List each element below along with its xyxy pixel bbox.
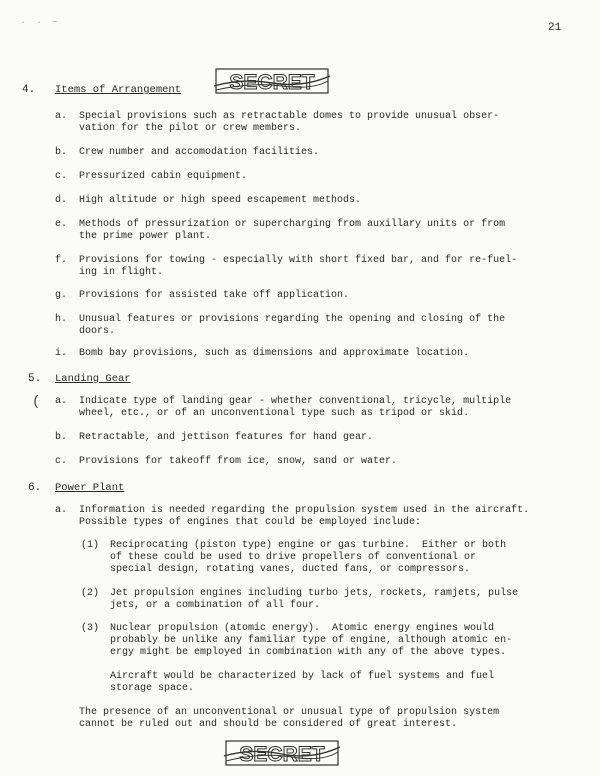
section-5-number: 5.: [28, 373, 42, 385]
secret-stamp-top: [212, 66, 332, 96]
item-4h-label: h.: [55, 314, 68, 325]
item-4a-line1: Special provisions such as retractable domes to provide unusual obser-: [79, 111, 500, 122]
subitem-2-label: (2): [81, 588, 100, 599]
item-6a-label: a.: [55, 505, 68, 516]
item-6a-line2: Possible types of engines that could be employed include:: [79, 517, 422, 528]
subitem-3-line3: ergy might be employed in combination with any of the above types.: [110, 647, 507, 658]
item-4f-label: f.: [55, 255, 68, 266]
item-4i-label: i.: [55, 348, 68, 359]
item-5b-label: b.: [55, 432, 68, 443]
section-4-number: 4.: [22, 84, 36, 96]
item-4a-label: a.: [55, 111, 68, 122]
item-4e-line1: Methods of pressurization or supercharging from auxillary units or from: [79, 219, 506, 230]
item-4a-text: [79, 111, 499, 135]
stamp-text-bottom: SECRET: [239, 743, 325, 766]
item-4g-text: Provisions for assisted take off application.: [79, 290, 350, 301]
item-4e-text: [79, 219, 505, 243]
item-4h-line2: doors.: [79, 326, 116, 337]
item-4e-line2: the prime power plant.: [79, 231, 212, 242]
item-5b-text: Retractable, and jettison features for hand gear.: [79, 432, 374, 443]
propulsion-note: [110, 671, 494, 695]
stamp-graphic-bottom: [222, 738, 342, 768]
item-4c-label: c.: [55, 171, 68, 182]
item-4e-label: e.: [55, 219, 68, 230]
subitem-3-line1: Nuclear propulsion (atomic energy). Atomic energy engines would: [110, 623, 495, 634]
subitem-1-text: [110, 540, 506, 576]
item-5a-line2: wheel, etc., or of an unconventional type such as tripod or skid.: [79, 408, 470, 419]
section-4-title: Items of Arrangement: [55, 84, 182, 96]
subitem-2-line2: jets, or a combination of all four.: [110, 600, 321, 611]
item-6a-line1: Information is needed regarding the propulsion system used in the aircraft.: [79, 505, 530, 516]
subitem-1-line1: Reciprocating (piston type) engine or gas turbine. Either or both: [110, 540, 507, 551]
item-4f-text: [79, 255, 517, 279]
item-4d-label: d.: [55, 195, 68, 206]
item-4f-line2: ing in flight.: [79, 267, 164, 278]
subitem-1-line2: of these could be used to drive propellers of conventional or: [110, 552, 477, 563]
subitem-2-line1: Jet propulsion engines including turbo jets, rockets, ramjets, pulse: [110, 588, 519, 599]
section-6-number: 6.: [28, 482, 42, 494]
note-line1: Aircraft would be characterized by lack of fuel systems and fuel: [110, 671, 495, 682]
item-5c-label: c.: [55, 456, 68, 467]
item-4b-text: Crew number and accomodation facilities.: [79, 147, 320, 158]
item-4a-line2: vation for the pilot or crew members.: [79, 123, 302, 134]
note-line2: storage space.: [110, 683, 195, 694]
subitem-3-line2: probably be unlike any familiar type of engine, although atomic en-: [110, 635, 513, 646]
item-4h-text: [79, 314, 505, 338]
subitem-3-label: (3): [81, 623, 100, 634]
item-4f-line1: Provisions for towing - especially with short fixed bar, and for re-fuel-: [79, 255, 518, 266]
item-5a-label: a.: [55, 396, 68, 407]
section-6-title: Power Plant: [55, 482, 125, 494]
stamp-text-top: SECRET: [229, 71, 315, 94]
item-4b-label: b.: [55, 147, 68, 158]
subitem-3-text: [110, 623, 512, 659]
subitem-1-line3: special design, rotating vanes, ducted fans, or compressors.: [110, 564, 471, 575]
page-number: 21: [548, 22, 562, 34]
item-6a-text: [79, 505, 529, 529]
handwritten-bracket: (: [32, 394, 41, 410]
item-4c-text: Pressurized cabin equipment.: [79, 171, 248, 182]
closing-paragraph: [79, 707, 499, 731]
closing-line1: The presence of an unconventional or unusual type of propulsion system: [79, 707, 500, 718]
item-5a-text: [79, 396, 511, 420]
item-4i-text: Bomb bay provisions, such as dimensions and approximate location.: [79, 348, 470, 359]
closing-line2: cannot be ruled out and should be considered of great interest.: [79, 719, 458, 730]
item-5c-text: Provisions for takeoff from ice, snow, sand or water.: [79, 456, 398, 467]
item-5a-line1: Indicate type of landing gear - whether conventional, tricycle, multiple: [79, 396, 512, 407]
subitem-1-label: (1): [81, 540, 100, 551]
stamp-graphic-top: [212, 66, 332, 96]
item-4g-label: g.: [55, 290, 68, 301]
item-4d-text: High altitude or high speed escapement methods.: [79, 195, 362, 206]
scan-speck: · · ~: [20, 18, 61, 29]
subitem-2-text: [110, 588, 518, 612]
secret-stamp-bottom: [222, 738, 342, 768]
item-4h-line1: Unusual features or provisions regarding the opening and closing of the: [79, 314, 506, 325]
section-5-title: Landing Gear: [55, 373, 131, 385]
